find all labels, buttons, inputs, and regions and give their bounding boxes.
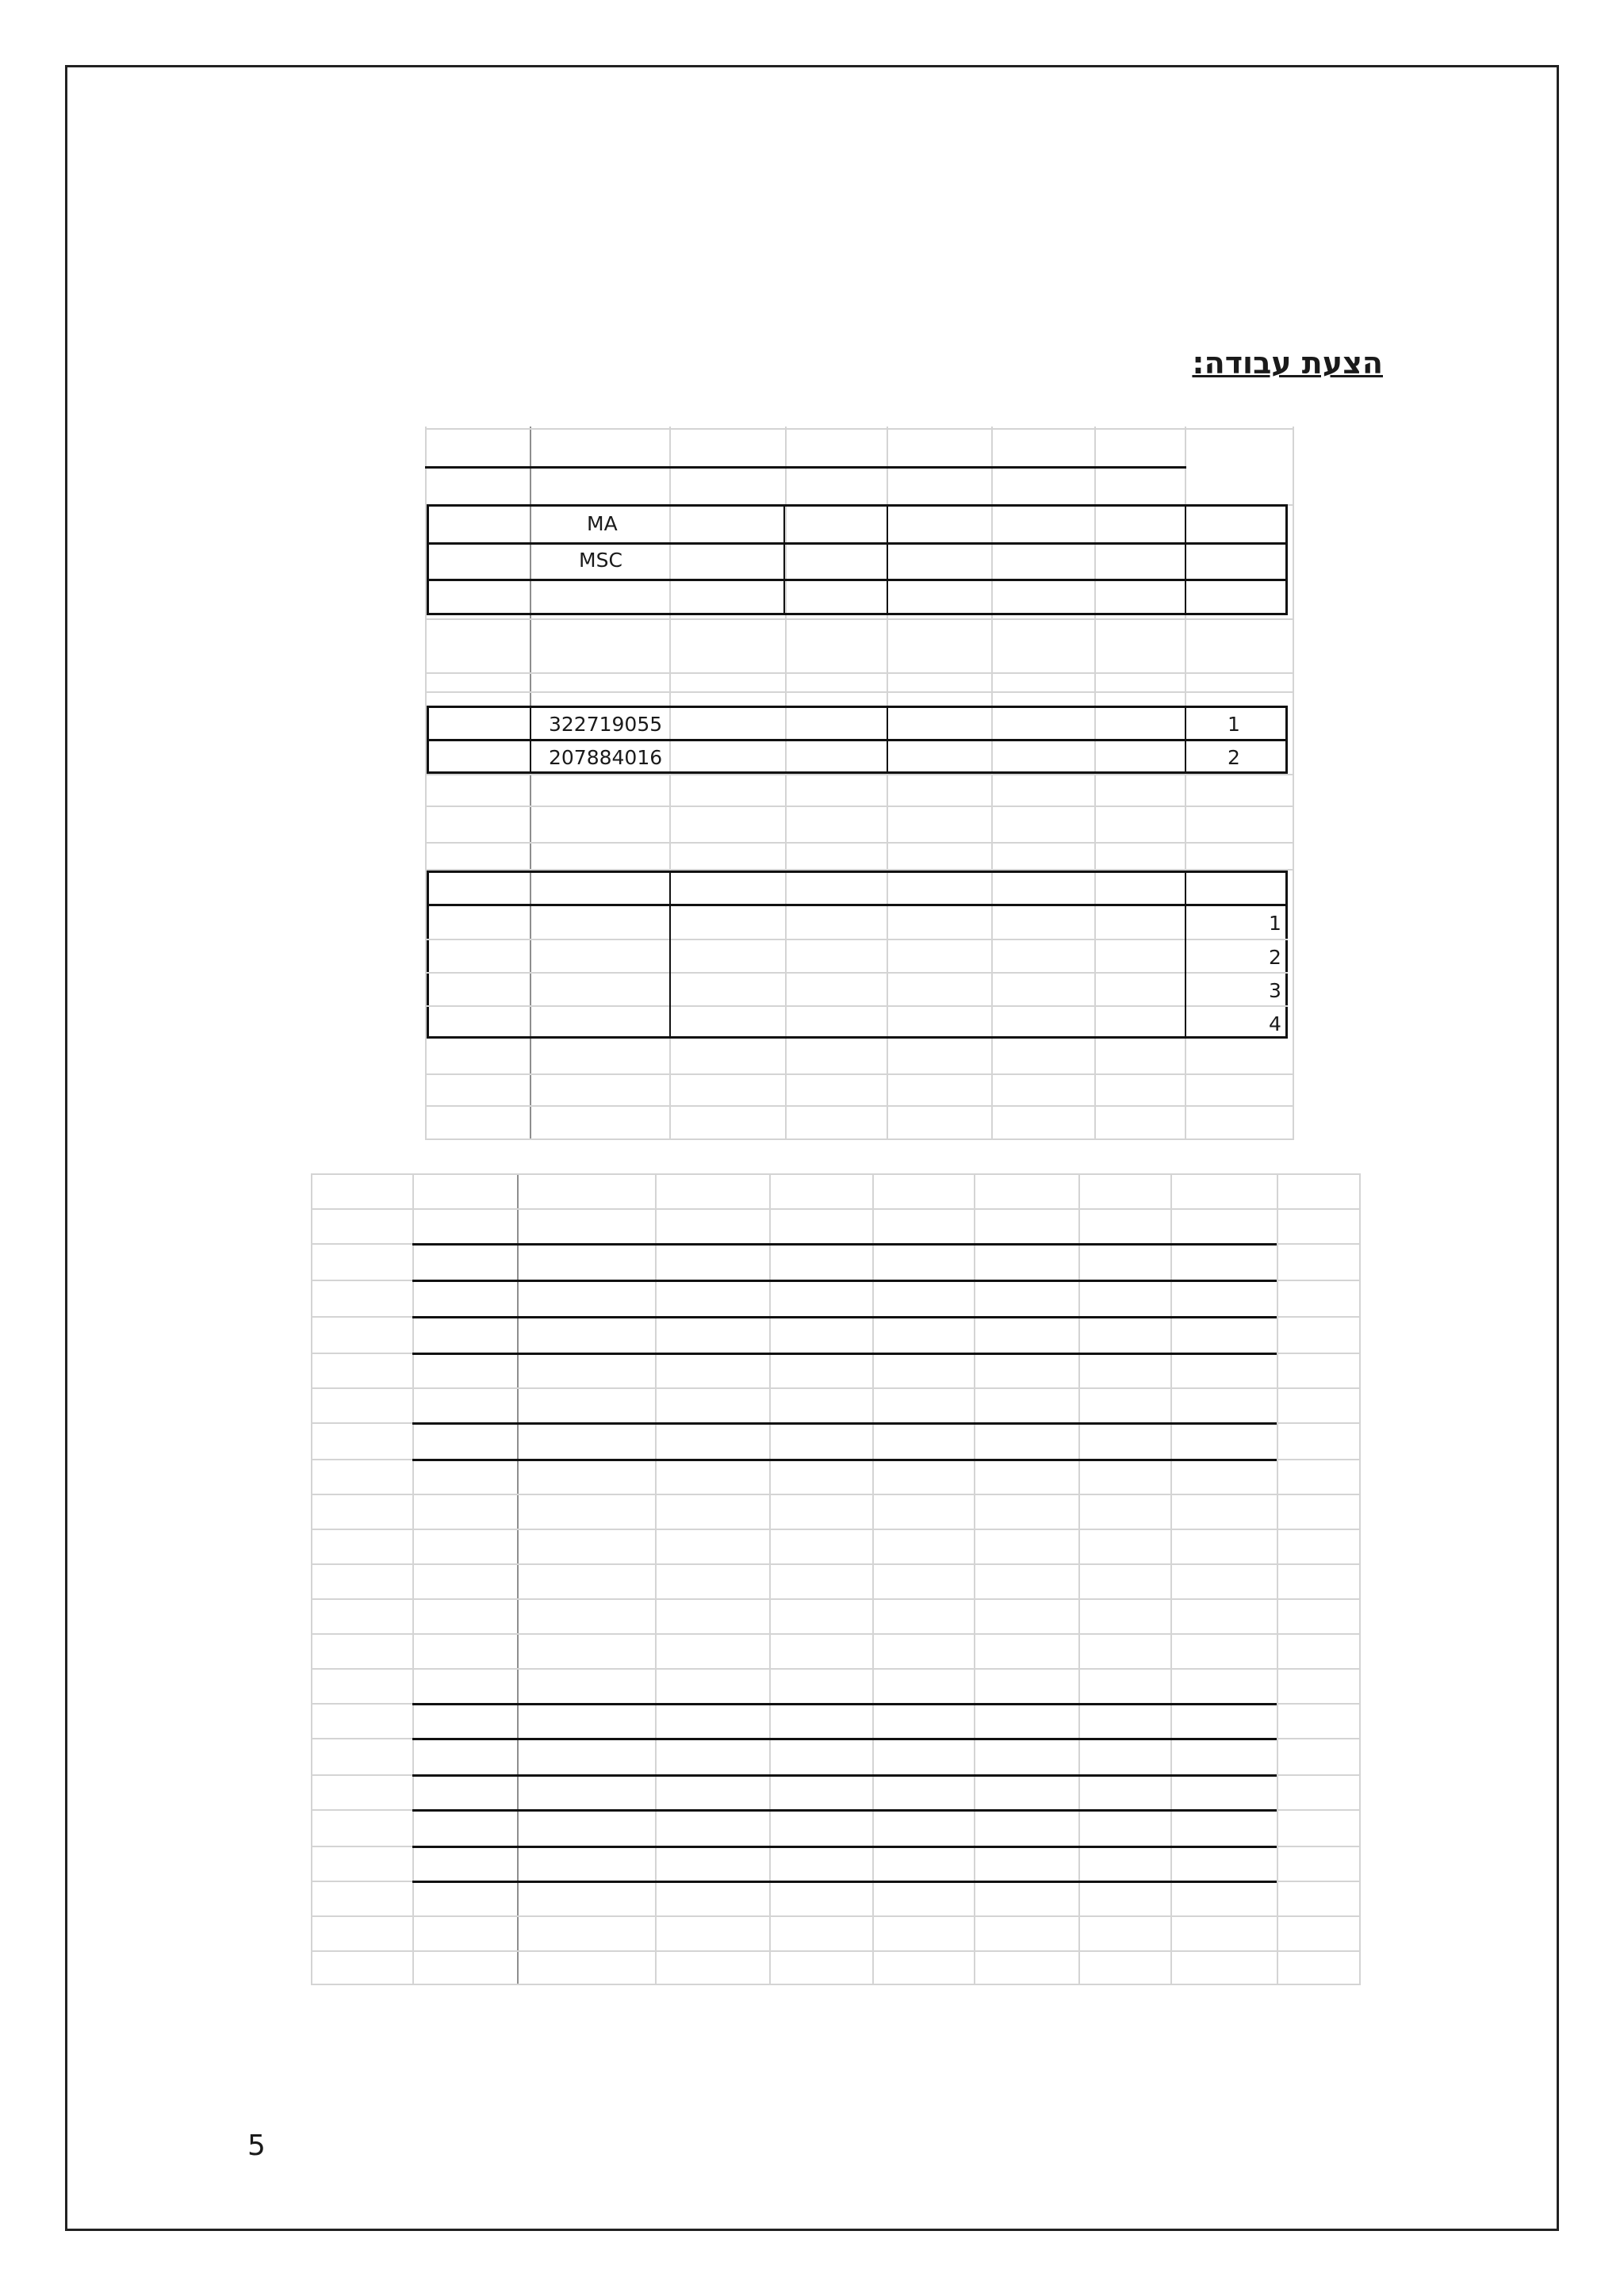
task-4-num: 4 <box>1269 1014 1281 1034</box>
task-2-num: 2 <box>1269 947 1281 967</box>
student-2-id: 207884016 <box>549 748 663 767</box>
student-1-num: 1 <box>1228 714 1240 734</box>
task-3-num: 3 <box>1269 981 1281 1001</box>
page-heading: הצעת עבודה: <box>1192 346 1383 381</box>
student-2-num: 2 <box>1228 748 1240 767</box>
task-1-num: 1 <box>1269 913 1281 933</box>
page-number: 5 <box>247 2130 266 2162</box>
page-border <box>65 65 1559 2231</box>
supervisors-table <box>427 504 1288 615</box>
tasks-table <box>427 871 1288 1039</box>
supervisor-2-degree: MSC <box>579 550 622 570</box>
supervisor-1-degree: MA <box>587 514 618 534</box>
student-1-id: 322719055 <box>549 714 663 734</box>
